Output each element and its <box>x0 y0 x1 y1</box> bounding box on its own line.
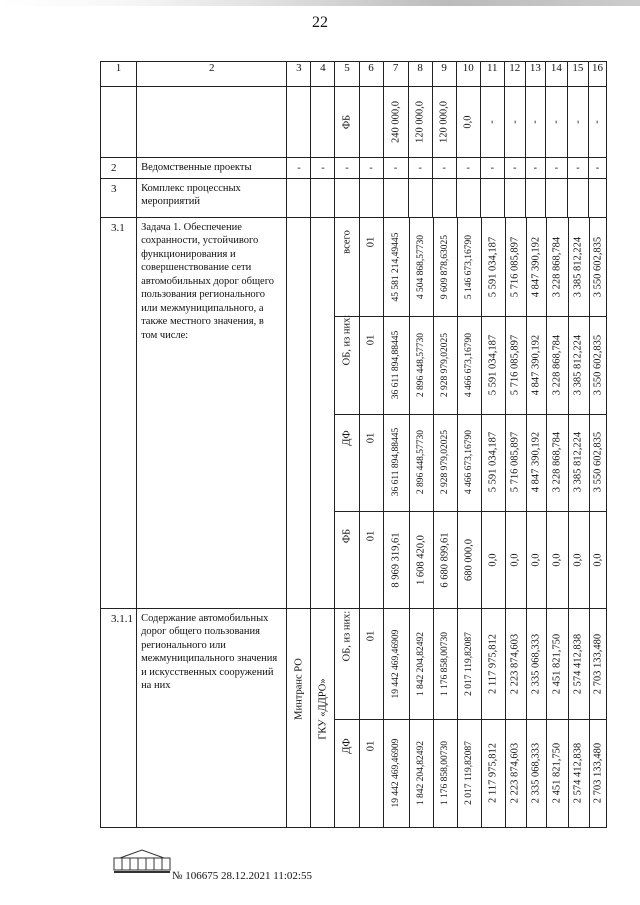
summary-row <box>101 87 607 158</box>
value-cell: 3 550 602,835 <box>592 236 604 298</box>
value-cell: 45 581 214,49445 <box>391 232 402 302</box>
value-cell: 1 608 420,0 <box>415 535 427 586</box>
value-cell: 1 176 858,00730 <box>439 741 450 806</box>
value-cell: 5 716 085,897 <box>509 334 521 395</box>
sources-cell <box>335 218 383 609</box>
source-code: 01 <box>365 237 377 248</box>
source-label: ОБ, из них: <box>341 314 353 366</box>
page-number: 22 <box>312 14 328 31</box>
header-cell: 5 <box>335 62 359 87</box>
value-cell: 120 000,0 <box>414 101 426 143</box>
value-cell: - <box>486 120 498 124</box>
value-cell: 5 716 085,897 <box>509 236 521 298</box>
dash-cell: - <box>321 162 325 174</box>
dash-cell: - <box>297 162 301 174</box>
value-cell: 2 017 119,82087 <box>463 741 474 806</box>
value-cell: 240 000,0 <box>390 101 402 143</box>
header-cell: 11 <box>480 62 504 87</box>
value-cell: 2 896 448,57730 <box>415 430 426 495</box>
task-row <box>101 218 607 609</box>
header-cell: 9 <box>432 62 456 87</box>
value-cell: - <box>529 120 541 124</box>
value-cell: 5 591 034,187 <box>487 334 499 395</box>
value-cell: 36 611 894,88445 <box>391 330 402 399</box>
source-label: ФБ <box>341 528 353 543</box>
value-cell: 2 703 133,480 <box>592 743 604 804</box>
value-cell: 4 466 673,16790 <box>463 430 474 495</box>
value-cell: 2 451 821,750 <box>551 633 563 694</box>
dash-cell: - <box>345 162 349 174</box>
value-cell: 680 000,0 <box>463 539 475 582</box>
value-cell: 2 223 874,603 <box>509 633 521 694</box>
dash-cell: - <box>442 162 446 174</box>
value-cell: 0,0 <box>509 553 521 567</box>
value-cell: - <box>572 120 584 124</box>
value-cell: 2 117 975,812 <box>487 743 499 804</box>
dash-cell: - <box>533 162 537 174</box>
header-cell: 2 <box>137 62 287 87</box>
document-stamp: № 106675 28.12.2021 11:02:55 <box>172 870 312 882</box>
header-cell: 13 <box>525 62 545 87</box>
value-cell: 3 550 602,835 <box>592 334 604 395</box>
value-cell: - <box>591 120 603 124</box>
value-cell: 3 550 602,835 <box>592 432 604 493</box>
dash-cell: - <box>393 162 398 174</box>
value-cell: 5 591 034,187 <box>487 236 499 298</box>
sources-cell <box>335 609 383 828</box>
row-title: Содержание автомобильных дорог общего пользования регионального или межмуниципального значения и искусственных сооружений на них <box>141 613 278 692</box>
value-cell: 3 385 812,224 <box>572 334 584 395</box>
value-cell: 4 504 868,57730 <box>415 234 426 299</box>
dash-cell: - <box>418 162 422 174</box>
row-number: 2 <box>111 162 117 174</box>
value-cell: 1 842 204,82492 <box>415 741 426 806</box>
value-cell: - <box>509 120 521 124</box>
header-row <box>101 62 607 87</box>
value-cell: 4 847 390,192 <box>530 236 542 298</box>
header-cell: 3 <box>287 62 311 87</box>
row-title: Задача 1. Обеспечение сохранности, устойчивого функционирования и совершенствование сети автомобильных дорог общего пользования регионального или межмуниципального, а также местного значения, в том числе: <box>141 222 275 341</box>
header-cell: 1 <box>101 62 137 87</box>
row-number: 3 <box>111 183 117 195</box>
value-cell: - <box>550 120 562 124</box>
dash-cell: - <box>369 162 373 174</box>
value-cell: 0,0 <box>487 553 499 567</box>
value-cell: 19 442 469,46909 <box>391 629 402 699</box>
header-cell: 10 <box>456 62 480 87</box>
row-title: Комплекс процессных мероприятий <box>141 183 241 208</box>
dash-cell: - <box>576 162 580 174</box>
value-cell: 2 117 975,812 <box>487 633 499 694</box>
value-cell: 1 842 204,82492 <box>415 631 426 696</box>
source-code: 01 <box>365 334 377 346</box>
value-cell: 36 611 894,88445 <box>391 428 402 497</box>
subtask-row <box>101 609 607 828</box>
value-cell: 3 385 812,224 <box>572 236 584 298</box>
source-code: 01 <box>365 631 377 642</box>
source-code: 01 <box>365 740 377 752</box>
row-title: Ведомственные проекты <box>141 162 252 173</box>
value-cell: 3 228 868,784 <box>551 432 563 493</box>
scan-edge <box>0 0 640 6</box>
header-cell: 16 <box>588 62 606 87</box>
value-cell: 5 716 085,897 <box>509 432 521 493</box>
value-cell: 2 335 068,333 <box>530 743 542 804</box>
row-number: 3.1.1 <box>111 613 133 625</box>
value-cell: 0,0 <box>551 553 563 567</box>
header-cell: 15 <box>567 62 588 87</box>
value-cell: 3 228 868,784 <box>551 236 563 298</box>
value-cell: 0,0 <box>592 553 604 567</box>
value-cell: 2 896 448,57730 <box>415 332 426 397</box>
value-cell: 0,0 <box>572 553 584 567</box>
source-code: 01 <box>365 432 377 444</box>
header-cell: 6 <box>359 62 383 87</box>
dash-cell: - <box>513 162 517 174</box>
value-cell: 2 574 412,838 <box>572 743 584 804</box>
header-cell: 8 <box>408 62 432 87</box>
values-cell <box>383 609 606 828</box>
value-cell: 5 146 673,16790 <box>463 234 474 299</box>
source-label: ДФ <box>341 738 353 754</box>
budget-table <box>100 61 607 828</box>
values-cell <box>383 218 606 609</box>
value-cell: 2 574 412,838 <box>572 633 584 694</box>
participant-label: ГКУ «ДДРО» <box>317 678 329 740</box>
value-cell: 19 442 469,46909 <box>391 738 402 808</box>
emblem-icon <box>112 846 172 874</box>
value-cell: 2 017 119,82087 <box>463 631 474 696</box>
value-cell: 2 928 979,02025 <box>439 430 450 495</box>
complex-row <box>101 179 607 218</box>
dash-cell: - <box>554 162 559 174</box>
value-cell: 8 969 319,61 <box>390 532 402 588</box>
value-cell: 2 335 068,333 <box>530 633 542 694</box>
projects-row <box>101 158 607 179</box>
header-cell: 7 <box>383 62 408 87</box>
value-cell: 0,0 <box>530 553 542 567</box>
value-cell: 2 451 821,750 <box>551 743 563 804</box>
dash-cell: - <box>466 162 470 174</box>
source-label: всего <box>341 230 353 255</box>
header-cell: 4 <box>311 62 335 87</box>
value-cell: 3 228 868,784 <box>551 334 563 395</box>
value-cell: 120 000,0 <box>438 101 450 143</box>
value-cell: 4 847 390,192 <box>530 334 542 395</box>
dash-cell: - <box>595 162 600 174</box>
value-cell: 2 703 133,480 <box>592 633 604 694</box>
value-cell: 5 591 034,187 <box>487 432 499 493</box>
value-cell: 9 609 878,63025 <box>439 234 450 299</box>
source-code: 01 <box>365 530 377 541</box>
source-label: ФБ <box>341 114 353 130</box>
source-label: ДФ <box>341 430 353 446</box>
dash-cell: - <box>490 162 494 174</box>
value-cell: 1 176 858,00730 <box>439 631 450 696</box>
executor-label: Минтранс РО <box>293 658 305 720</box>
header-cell: 14 <box>545 62 567 87</box>
row-number: 3.1 <box>111 222 125 234</box>
value-cell: 3 385 812,224 <box>572 432 584 493</box>
value-cell: 2 928 979,02025 <box>439 332 450 397</box>
value-cell: 6 680 899,61 <box>439 532 451 588</box>
value-cell: 4 466 673,16790 <box>463 332 474 397</box>
value-cell: 2 223 874,603 <box>509 743 521 804</box>
value-cell: 4 847 390,192 <box>530 432 542 493</box>
value-cell: 0,0 <box>462 115 474 129</box>
header-cell: 12 <box>504 62 525 87</box>
source-label: ОБ, из них: <box>341 611 353 662</box>
